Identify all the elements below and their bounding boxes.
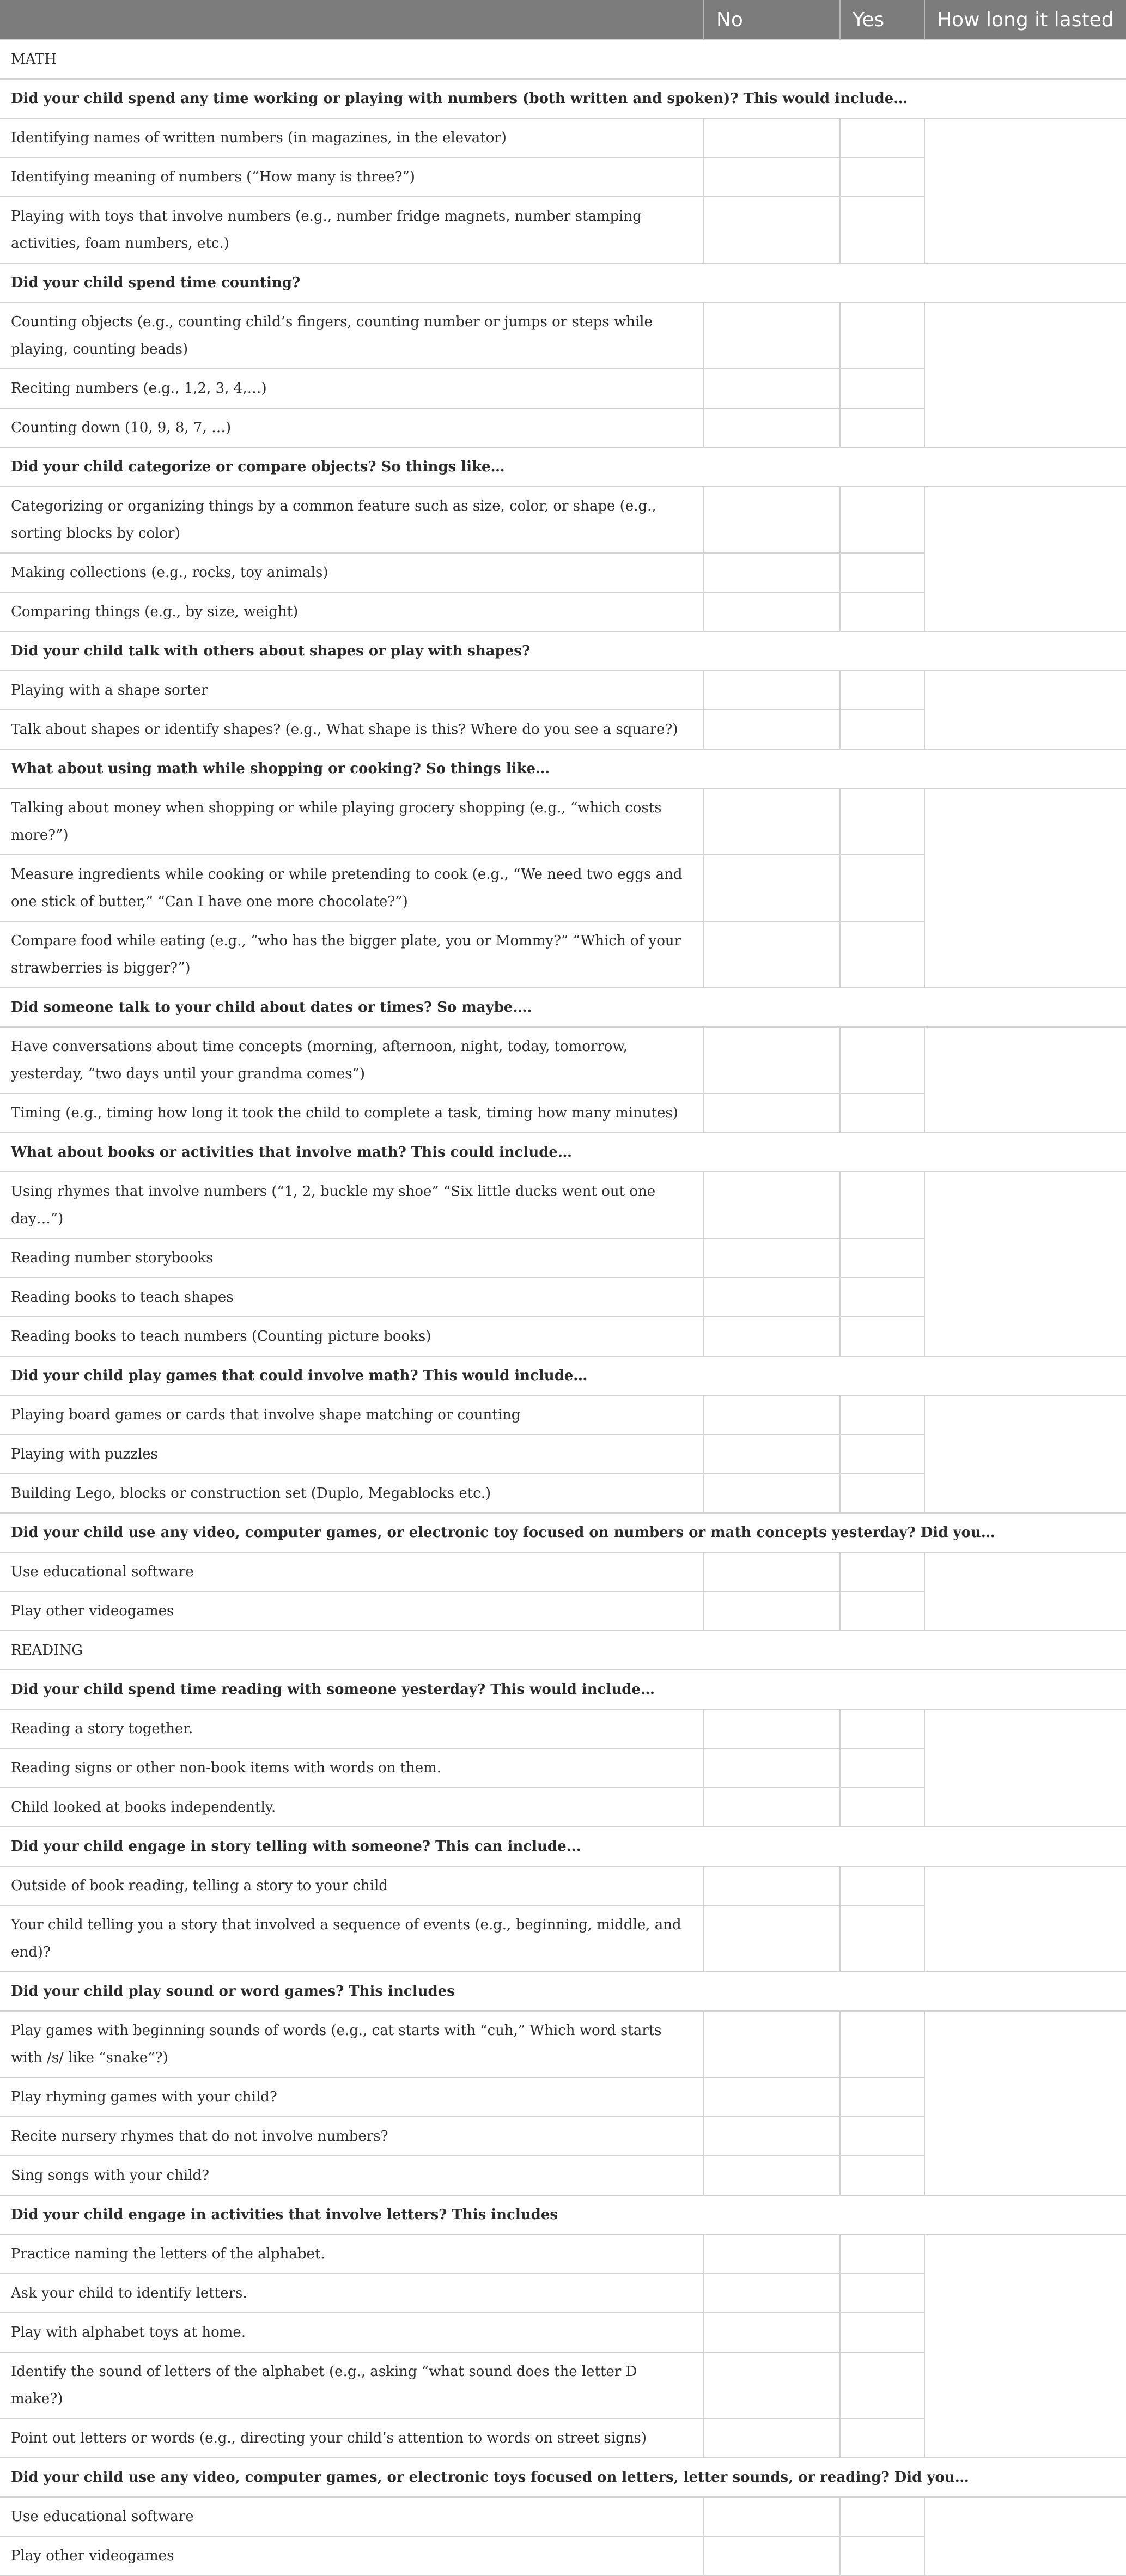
yes-cell[interactable]	[840, 2011, 924, 2077]
table-body	[0, 40, 1126, 2575]
activity-label: Playing board games or cards that involve shape matching or counting	[0, 1395, 704, 1435]
no-cell[interactable]	[704, 2077, 840, 2117]
yes-cell[interactable]	[840, 1552, 924, 1591]
yes-cell[interactable]	[840, 118, 924, 157]
activity-label: Comparing things (e.g., by size, weight)	[0, 592, 704, 631]
table-row	[0, 2497, 1126, 2536]
yes-cell[interactable]	[840, 2352, 924, 2419]
activity-label: Play games with beginning sounds of words (e.g., cat starts with “cuh,” Which word starts with /s/ like “snake”?)	[0, 2011, 704, 2077]
yes-cell[interactable]	[840, 553, 924, 592]
activity-label: Identifying meaning of numbers (“How many is three?”)	[0, 157, 704, 197]
no-cell[interactable]	[704, 710, 840, 749]
no-cell[interactable]	[704, 1709, 840, 1748]
question-text: Did your child spend any time working or playing with numbers (both written and spoken)? This would include…	[0, 79, 1126, 118]
activity-label: Talk about shapes or identify shapes? (e.g., What shape is this? Where do you see a square?)	[0, 710, 704, 749]
yes-cell[interactable]	[840, 302, 924, 369]
no-cell[interactable]	[704, 592, 840, 631]
no-cell[interactable]	[704, 2156, 840, 2195]
activity-label: Practice naming the letters of the alphabet.	[0, 2234, 704, 2274]
no-cell[interactable]	[704, 157, 840, 197]
activity-label: Counting objects (e.g., counting child’s fingers, counting number or jumps or steps while playing, counting beads)	[0, 302, 704, 369]
yes-cell[interactable]	[840, 2419, 924, 2458]
activity-label: Recite nursery rhymes that do not involve numbers?	[0, 2117, 704, 2156]
header-no: No	[704, 0, 840, 40]
activity-label: Play other videogames	[0, 1591, 704, 1631]
no-cell[interactable]	[704, 1027, 840, 1093]
table-row	[0, 1552, 1126, 1591]
yes-cell[interactable]	[840, 1027, 924, 1093]
activity-label: Have conversations about time concepts (morning, afternoon, night, today, tomorrow, yesterday, “two days until your grandma comes”)	[0, 1027, 704, 1093]
question-row	[0, 263, 1126, 302]
no-cell[interactable]	[704, 921, 840, 988]
section-heading: MATH	[0, 40, 1126, 79]
no-cell[interactable]	[704, 2352, 840, 2419]
no-cell[interactable]	[704, 1866, 840, 1905]
table-row	[0, 1709, 1126, 1748]
no-cell[interactable]	[704, 671, 840, 710]
table-row	[0, 1027, 1126, 1093]
question-row	[0, 1513, 1126, 1552]
duration-cell[interactable]	[924, 302, 1126, 447]
no-cell[interactable]	[704, 2536, 840, 2575]
no-cell[interactable]	[704, 302, 840, 369]
duration-cell[interactable]	[924, 1027, 1126, 1133]
yes-cell[interactable]	[840, 369, 924, 408]
no-cell[interactable]	[704, 2117, 840, 2156]
activity-label: Talking about money when shopping or while playing grocery shopping (e.g., “which costs more?”)	[0, 788, 704, 855]
yes-cell[interactable]	[840, 2274, 924, 2313]
no-cell[interactable]	[704, 1238, 840, 1278]
no-cell[interactable]	[704, 1591, 840, 1631]
question-row	[0, 1972, 1126, 2011]
activity-label: Reciting numbers (e.g., 1,2, 3, 4,…)	[0, 369, 704, 408]
duration-cell[interactable]	[924, 1552, 1126, 1631]
no-cell[interactable]	[704, 1395, 840, 1435]
question-text: Did your child engage in activities that involve letters? This includes	[0, 2195, 1126, 2234]
no-cell[interactable]	[704, 2313, 840, 2352]
no-cell[interactable]	[704, 118, 840, 157]
duration-cell[interactable]	[924, 1866, 1126, 1972]
no-cell[interactable]	[704, 2274, 840, 2313]
yes-cell[interactable]	[840, 1093, 924, 1133]
header-yes: Yes	[840, 0, 924, 40]
yes-cell[interactable]	[840, 1591, 924, 1631]
table-row	[0, 487, 1126, 553]
table-row	[0, 1395, 1126, 1435]
question-row	[0, 2195, 1126, 2234]
duration-cell[interactable]	[924, 788, 1126, 988]
question-row	[0, 1133, 1126, 1172]
no-cell[interactable]	[704, 1278, 840, 1317]
yes-cell[interactable]	[840, 1709, 924, 1748]
yes-cell[interactable]	[840, 788, 924, 855]
activity-label: Categorizing or organizing things by a common feature such as size, color, or shape (e.g., sorting blocks by color)	[0, 487, 704, 553]
yes-cell[interactable]	[840, 197, 924, 263]
no-cell[interactable]	[704, 2419, 840, 2458]
yes-cell[interactable]	[840, 2536, 924, 2575]
question-text: Did your child use any video, computer games, or electronic toy focused on numbers or math concepts yesterday? Did you…	[0, 1513, 1126, 1552]
activity-label: Play rhyming games with your child?	[0, 2077, 704, 2117]
activity-label: Play other videogames	[0, 2536, 704, 2575]
no-cell[interactable]	[704, 1093, 840, 1133]
question-row	[0, 631, 1126, 671]
yes-cell[interactable]	[840, 855, 924, 921]
yes-cell[interactable]	[840, 1788, 924, 1827]
yes-cell[interactable]	[840, 2117, 924, 2156]
question-text: Did your child play sound or word games? This includes	[0, 1972, 1126, 2011]
table-header	[0, 0, 1126, 40]
activity-label: Reading books to teach shapes	[0, 1278, 704, 1317]
yes-cell[interactable]	[840, 1748, 924, 1788]
no-cell[interactable]	[704, 1905, 840, 1972]
duration-cell[interactable]	[924, 671, 1126, 749]
yes-cell[interactable]	[840, 2313, 924, 2352]
question-text: What about books or activities that involve math? This could include…	[0, 1133, 1126, 1172]
question-row	[0, 2458, 1126, 2497]
question-text: Did your child talk with others about shapes or play with shapes?	[0, 631, 1126, 671]
activity-label: Child looked at books independently.	[0, 1788, 704, 1827]
activity-label: Compare food while eating (e.g., “who has the bigger plate, you or Mommy?” “Which of your strawberries is bigger?”)	[0, 921, 704, 988]
yes-cell[interactable]	[840, 487, 924, 553]
yes-cell[interactable]	[840, 671, 924, 710]
no-cell[interactable]	[704, 1317, 840, 1356]
no-cell[interactable]	[704, 1788, 840, 1827]
table-row	[0, 788, 1126, 855]
question-row	[0, 447, 1126, 487]
activity-label: Reading signs or other non-book items with words on them.	[0, 1748, 704, 1788]
activity-label: Point out letters or words (e.g., directing your child’s attention to words on street signs)	[0, 2419, 704, 2458]
no-cell[interactable]	[704, 1474, 840, 1513]
yes-cell[interactable]	[840, 2234, 924, 2274]
duration-cell[interactable]	[924, 1395, 1126, 1513]
no-cell[interactable]	[704, 1172, 840, 1238]
yes-cell[interactable]	[840, 1435, 924, 1474]
no-cell[interactable]	[704, 2497, 840, 2536]
activity-label: Your child telling you a story that involved a sequence of events (e.g., beginning, middle, and end)?	[0, 1905, 704, 1972]
activity-label: Playing with puzzles	[0, 1435, 704, 1474]
no-cell[interactable]	[704, 408, 840, 447]
question-row	[0, 1356, 1126, 1395]
question-row	[0, 1670, 1126, 1709]
duration-cell[interactable]	[924, 2497, 1126, 2575]
question-text: Did your child engage in story telling with someone? This can include...	[0, 1827, 1126, 1866]
yes-cell[interactable]	[840, 1395, 924, 1435]
no-cell[interactable]	[704, 788, 840, 855]
activity-label: Playing with a shape sorter	[0, 671, 704, 710]
no-cell[interactable]	[704, 855, 840, 921]
duration-cell[interactable]	[924, 118, 1126, 263]
activity-label: Building Lego, blocks or construction set (Duplo, Megablocks etc.)	[0, 1474, 704, 1513]
activity-label: Identifying names of written numbers (in magazines, in the elevator)	[0, 118, 704, 157]
question-row	[0, 79, 1126, 118]
table-row	[0, 1866, 1126, 1905]
yes-cell[interactable]	[840, 2156, 924, 2195]
question-text: What about using math while shopping or cooking? So things like…	[0, 749, 1126, 788]
header-duration: How long it lasted	[924, 0, 1126, 40]
yes-cell[interactable]	[840, 921, 924, 988]
question-text: Did your child categorize or compare objects? So things like…	[0, 447, 1126, 487]
activity-label: Measure ingredients while cooking or while pretending to cook (e.g., “We need two eggs and one stick of butter,” “Can I have one more chocolate?”)	[0, 855, 704, 921]
activity-label: Making collections (e.g., rocks, toy animals)	[0, 553, 704, 592]
no-cell[interactable]	[704, 1552, 840, 1591]
yes-cell[interactable]	[840, 592, 924, 631]
yes-cell[interactable]	[840, 1474, 924, 1513]
table-row	[0, 2234, 1126, 2274]
yes-cell[interactable]	[840, 2497, 924, 2536]
no-cell[interactable]	[704, 2011, 840, 2077]
header-item	[0, 0, 704, 40]
question-row	[0, 749, 1126, 788]
table-row	[0, 671, 1126, 710]
yes-cell[interactable]	[840, 1317, 924, 1356]
activity-label: Using rhymes that involve numbers (“1, 2, buckle my shoe” “Six little ducks went out one day…”)	[0, 1172, 704, 1238]
yes-cell[interactable]	[840, 710, 924, 749]
activity-label: Ask your child to identify letters.	[0, 2274, 704, 2313]
activity-label: Reading books to teach numbers (Counting picture books)	[0, 1317, 704, 1356]
question-text: Did someone talk to your child about dates or times? So maybe….	[0, 988, 1126, 1027]
duration-cell[interactable]	[924, 487, 1126, 631]
activity-label: Playing with toys that involve numbers (e.g., number fridge magnets, number stamping activities, foam numbers, etc.)	[0, 197, 704, 263]
duration-cell[interactable]	[924, 2234, 1126, 2458]
question-text: Did your child use any video, computer games, or electronic toys focused on letters, letter sounds, or reading? Did you…	[0, 2458, 1126, 2497]
no-cell[interactable]	[704, 197, 840, 263]
no-cell[interactable]	[704, 553, 840, 592]
yes-cell[interactable]	[840, 1172, 924, 1238]
activity-label: Play with alphabet toys at home.	[0, 2313, 704, 2352]
yes-cell[interactable]	[840, 1866, 924, 1905]
activity-label: Identify the sound of letters of the alphabet (e.g., asking “what sound does the letter D make?)	[0, 2352, 704, 2419]
activity-label: Use educational software	[0, 2497, 704, 2536]
table-row	[0, 1172, 1126, 1238]
table-row	[0, 302, 1126, 369]
activity-label: Outside of book reading, telling a story to your child	[0, 1866, 704, 1905]
yes-cell[interactable]	[840, 2077, 924, 2117]
question-text: Did your child spend time reading with someone yesterday? This would include…	[0, 1670, 1126, 1709]
activity-label: Counting down (10, 9, 8, 7, …)	[0, 408, 704, 447]
question-row	[0, 1827, 1126, 1866]
activity-label: Sing songs with your child?	[0, 2156, 704, 2195]
activity-label: Timing (e.g., timing how long it took the child to complete a task, timing how many minutes)	[0, 1093, 704, 1133]
question-text: Did your child play games that could involve math? This would include…	[0, 1356, 1126, 1395]
yes-cell[interactable]	[840, 1238, 924, 1278]
no-cell[interactable]	[704, 2234, 840, 2274]
duration-cell[interactable]	[924, 2011, 1126, 2195]
yes-cell[interactable]	[840, 1905, 924, 1972]
no-cell[interactable]	[704, 487, 840, 553]
yes-cell[interactable]	[840, 157, 924, 197]
yes-cell[interactable]	[840, 1278, 924, 1317]
section-row	[0, 1631, 1126, 1670]
activity-label: Reading a story together.	[0, 1709, 704, 1748]
no-cell[interactable]	[704, 369, 840, 408]
question-text: Did your child spend time counting?	[0, 263, 1126, 302]
table-row	[0, 118, 1126, 157]
no-cell[interactable]	[704, 1435, 840, 1474]
duration-cell[interactable]	[924, 1709, 1126, 1827]
no-cell[interactable]	[704, 1748, 840, 1788]
yes-cell[interactable]	[840, 408, 924, 447]
duration-cell[interactable]	[924, 1172, 1126, 1356]
section-row	[0, 40, 1126, 79]
activity-label: Use educational software	[0, 1552, 704, 1591]
question-row	[0, 988, 1126, 1027]
table-row	[0, 2011, 1126, 2077]
section-heading: READING	[0, 1631, 1126, 1670]
activity-label: Reading number storybooks	[0, 1238, 704, 1278]
